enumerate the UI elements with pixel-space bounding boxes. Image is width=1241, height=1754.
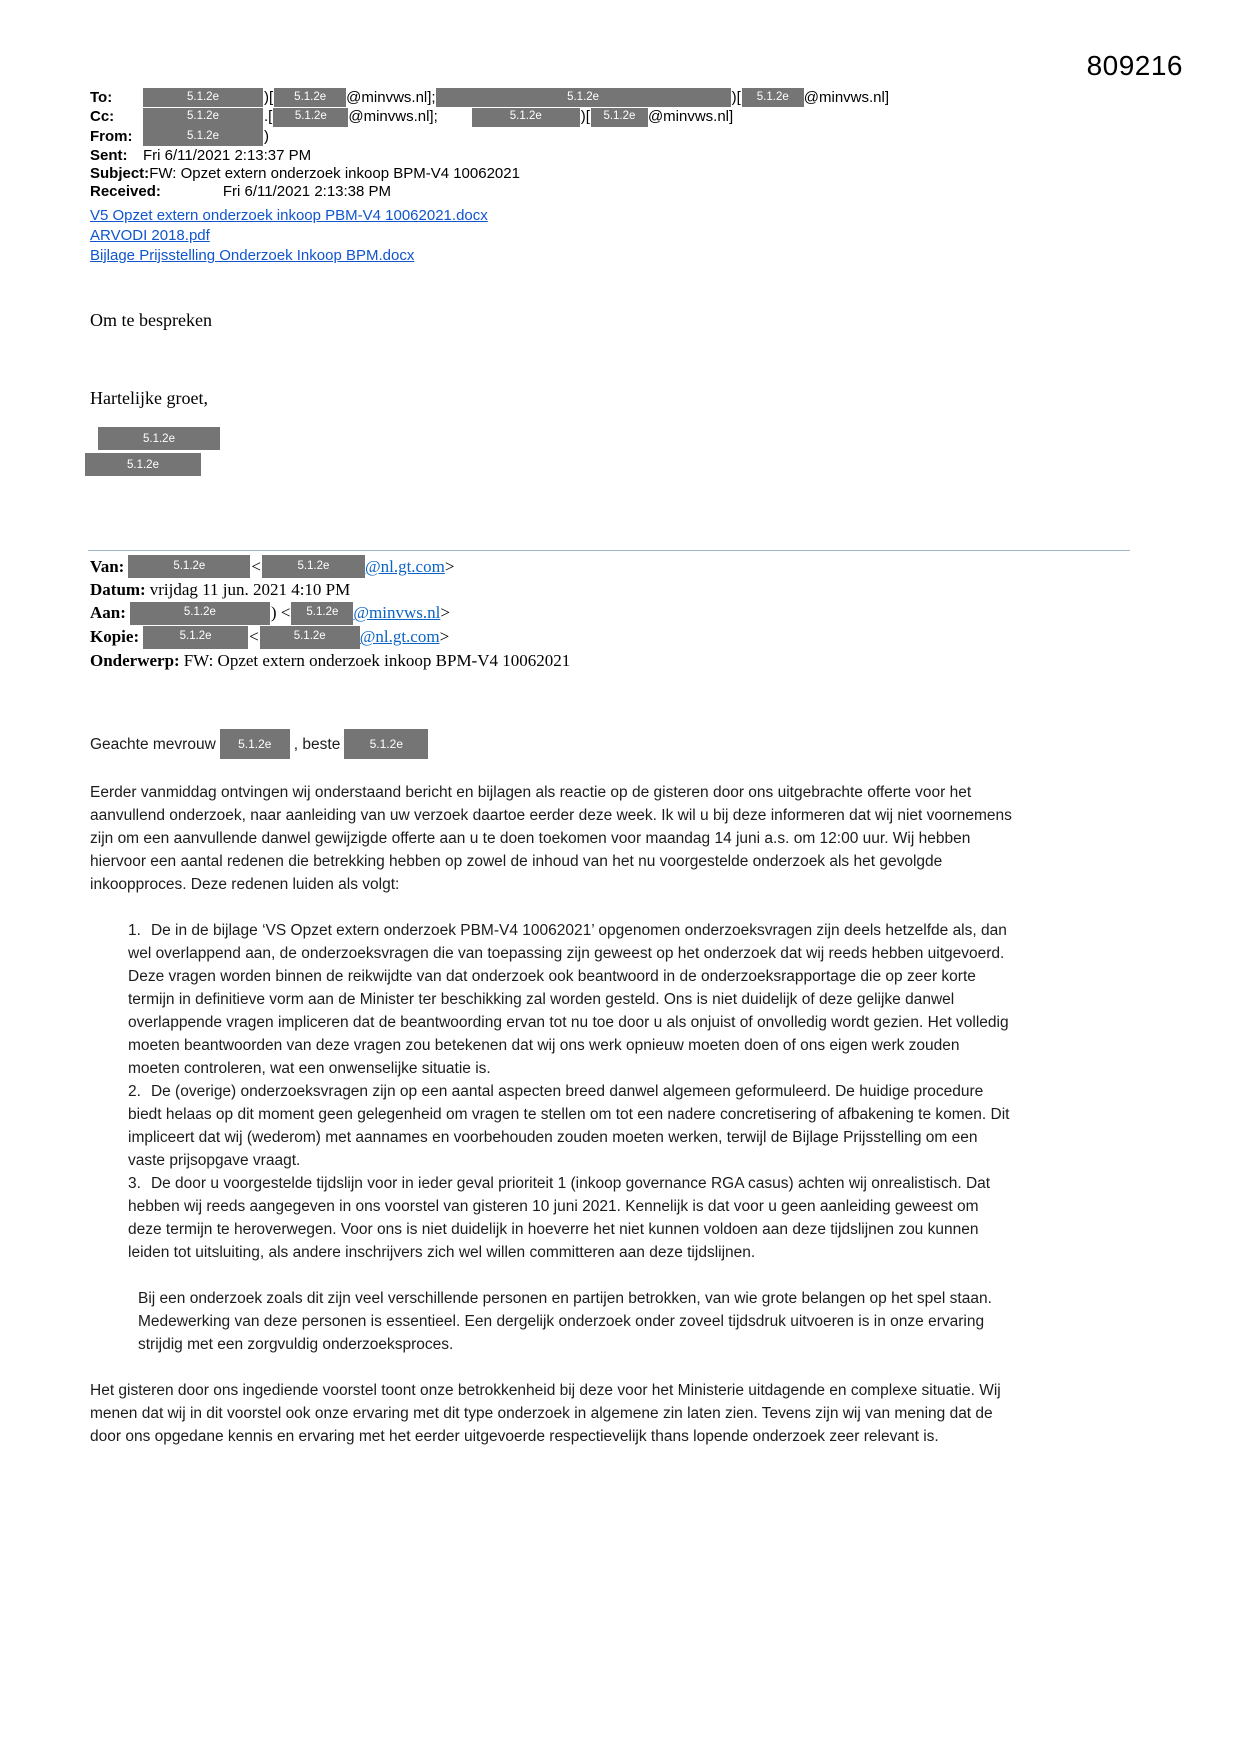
redaction-box: 5.1.2e [274, 88, 346, 107]
van-row [90, 555, 1020, 578]
note-om-te-bespreken: Om te bespreken [90, 310, 212, 330]
van-email-link[interactable]: @nl.gt.com [364, 556, 445, 576]
redaction-box: 5.1.2e [143, 626, 248, 649]
cc-row [90, 108, 1020, 127]
paragraph-intro: Eerder vanmiddag ontvingen wij onderstaand bericht en bijlagen als reactie op de gisteren door ons uitgebrachte offerte voor het aanvullend onderzoek, naar aanleiding van uw verzoek daartoe eerder deze week. Ik wil u bij deze informeren dat wij niet voornemens zijn om een aanvullende danwel gewijzigde offerte aan u te doen toekomen voor maandag 14 juni a.s. om 12:00 uur. Wij hebben hiervoor een aantal redenen die betrekking hebben op zowel de inhoud van het nu voorgestelde onderzoek als het gevolgde inkoopproces. Deze redenen luiden als volgt: [90, 784, 1012, 893]
list-item [128, 1172, 1012, 1264]
message-divider [88, 550, 1130, 551]
kopie-close: > [439, 627, 450, 647]
attachment-link[interactable]: ARVODI 2018.pdf [90, 227, 210, 244]
attachment-link[interactable]: V5 Opzet extern onderzoek inkoop PBM-V4 10062021.docx [90, 207, 488, 224]
datum-value: vrijdag 11 jun. 2021 4:10 PM [149, 580, 351, 599]
redaction-box: 5.1.2e [262, 555, 365, 578]
received-label: Received: [90, 182, 161, 200]
redaction-box: 5.1.2e [291, 602, 353, 625]
list-item-number: 2. [128, 1083, 141, 1100]
datum-row [90, 579, 1020, 601]
cc-label: Cc: [90, 108, 115, 126]
redaction-box: 5.1.2e [742, 88, 804, 107]
redaction-box: 5.1.2e [472, 108, 580, 127]
van-label: Van: [90, 556, 125, 576]
aan-email-link[interactable]: @minvws.nl [353, 603, 441, 623]
aan-label: Aan: [90, 603, 126, 623]
kopie-label: Kopie: [90, 627, 140, 647]
email-document [90, 88, 1020, 1448]
subject-row [90, 165, 1020, 183]
redaction-box: 5.1.2e [260, 626, 360, 649]
redaction-box: 5.1.2e [436, 88, 731, 107]
sent-label: Sent: [90, 146, 128, 164]
to-domain: @minvws.nl] [803, 88, 890, 106]
redaction-box: 5.1.2e [273, 108, 348, 127]
sent-row [90, 147, 1020, 165]
quoted-header [90, 555, 1020, 671]
redaction-box: 5.1.2e [130, 602, 270, 625]
kopie-row [90, 626, 1020, 649]
list-item-text: De (overige) onderzoeksvragen zijn op een aantal aspecten breed danwel algemeen geformuleerd. De huidige procedure biedt helaas op dit moment geen gelegenheid om vragen te stellen om tot een nadere concretisering of afbakening te komen. Dit impliceert dat wij (wederom) met aannames en voorbehouden zouden moeten werken, terwijl de Bijlage Prijsstelling om een vaste prijsopgave vraagt. [128, 1083, 1010, 1169]
sent-value: Fri 6/11/2021 2:13:37 PM [143, 146, 312, 164]
received-row [90, 183, 1020, 201]
onderwerp-value: FW: Opzet extern onderzoek inkoop BPM-V4 10062021 [183, 650, 571, 670]
paragraph-indented: Bij een onderzoek zoals dit zijn veel verschillende personen en partijen betrokken, van wie grote belangen op het spel staan. Medewerking van deze personen is essentieel. Een dergelijk onderzoek onder zoveel tijdsdruk uitvoeren is in onze ervaring strijdig met een zorgvuldig onderzoeksproces. [138, 1290, 992, 1353]
paragraph-closing: Het gisteren door ons ingediende voorstel toont onze betrokkenheid bij deze voor het Ministerie uitdagende en complexe situatie. Wij menen dat wij in dit voorstel ook onze ervaring met dit type onderzoek in algemene zin laten zien. Tevens zijn wij van mening dat de door ons opgedane kennis en ervaring met het eerder uitgevoerde respectievelijk thans lopende onderzoek zeer relevant is. [90, 1382, 1001, 1445]
redaction-box: 5.1.2e [85, 453, 201, 476]
redaction-box: 5.1.2e [143, 108, 263, 127]
list-item-text: De in de bijlage ‘VS Opzet extern onderzoek PBM-V4 10062021’ opgenomen onderzoeksvragen zijn deels hetzelfde als, dan wel overlappend aan, de onderzoeksvragen die van toepassing zijn geweest op het onderzoek dat wij reeds hebben uitgevoerd. Deze vragen worden binnen de reikwijdte van dat onderzoek ook beantwoord in de onderzoeksrapportage die op zeer korte termijn in definitieve vorm aan de Minister ter beschikking zal worden gesteld. Ons is niet duidelijk of deze gelijke danwel overlappende vragen impliceren dat de beantwoording ervan tot nu toe door u als onjuist of onvolledig wordt gezien. Het volledig moeten beantwoorden van deze vragen zou betekenen dat wij ons werk opnieuw moeten doen of ons eigen werk zouden moeten controleren, wat een onwenselijke situatie is. [128, 922, 1009, 1077]
cc-domain: @minvws.nl]; [348, 108, 438, 126]
cc-separator: )[ [580, 108, 590, 126]
greeting-prefix: Geachte mevrouw [90, 735, 216, 753]
attachment-list [90, 206, 1020, 266]
list-item-number: 1. [128, 922, 141, 939]
subject-label: Subject: [90, 164, 150, 182]
greeting-line [90, 729, 1012, 759]
from-row [90, 127, 1020, 146]
cc-separator: .[ [264, 108, 273, 126]
kopie-email-link[interactable]: @nl.gt.com [359, 627, 440, 647]
list-item-number: 3. [128, 1175, 141, 1192]
redaction-box: 5.1.2e [220, 729, 290, 759]
from-separator: ) [264, 127, 269, 145]
to-separator: )[ [264, 88, 274, 106]
email-header [90, 88, 1020, 266]
greeting-middle: , beste [293, 735, 341, 753]
numbered-list [128, 919, 1012, 1264]
van-separator: < [251, 556, 261, 576]
van-close: > [444, 556, 455, 576]
to-separator: )[ [731, 88, 741, 106]
subject-value: FW: Opzet extern onderzoek inkoop BPM-V4 10062021 [149, 164, 520, 182]
message-body [90, 729, 1012, 1448]
list-item [128, 919, 1012, 1080]
list-item [128, 1080, 1012, 1172]
received-value: Fri 6/11/2021 2:13:38 PM [222, 182, 392, 200]
page-number: 809216 [1086, 50, 1183, 81]
from-label: From: [90, 127, 133, 145]
cc-domain: @minvws.nl] [647, 108, 734, 126]
redaction-box: 5.1.2e [98, 427, 220, 450]
redaction-box: 5.1.2e [591, 108, 648, 127]
aan-close: > [440, 603, 450, 623]
redaction-box: 5.1.2e [143, 88, 263, 107]
attachment-link[interactable]: Bijlage Prijsstelling Onderzoek Inkoop BPM.docx [90, 247, 415, 264]
aan-row [90, 602, 1020, 625]
to-label: To: [90, 88, 113, 106]
signature-redactions [90, 427, 1020, 476]
onderwerp-label: Onderwerp: [90, 650, 180, 670]
redaction-box: 5.1.2e [344, 729, 428, 759]
aan-separator: ) < [270, 603, 291, 623]
kopie-separator: < [249, 627, 259, 647]
to-domain: @minvws.nl]; [346, 88, 436, 106]
redaction-box: 5.1.2e [128, 555, 250, 578]
note-groet: Hartelijke groet, [90, 388, 208, 408]
list-item-text: De door u voorgestelde tijdslijn voor in ieder geval prioriteit 1 (inkoop governance RGA casus) achten wij onrealistisch. Dat hebben wij reeds aangegeven in ons voorstel van gisteren 10 juni 2021. Kennelijk is dat voor u geen aanleiding geweest om deze termijn te heroverwegen. Voor ons is niet duidelijk in hoeverre het niet kunnen voldoen aan deze tijdslijnen zou kunnen leiden tot uitsluiting, als andere inschrijvers zich wel willen committeren aan deze tijdslijnen. [128, 1175, 991, 1261]
onderwerp-row [90, 650, 1020, 672]
datum-label: Datum: [90, 580, 146, 599]
to-row [90, 88, 1020, 107]
redaction-box: 5.1.2e [143, 127, 263, 146]
